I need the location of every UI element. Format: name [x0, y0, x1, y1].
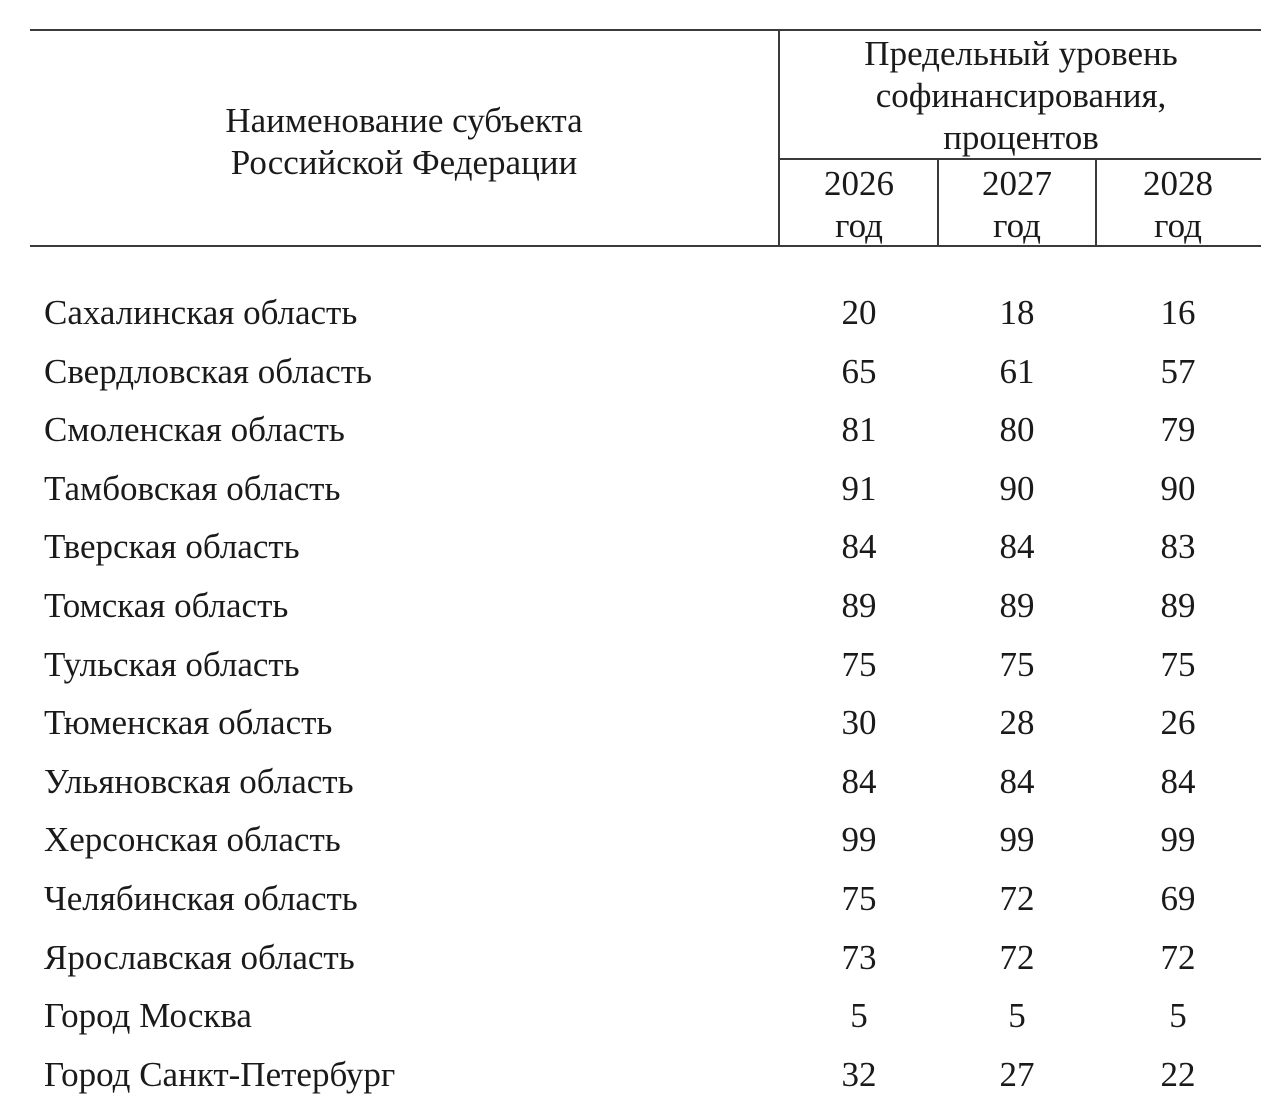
value-2028: 5 [1169, 996, 1187, 1036]
value-2028: 90 [1160, 468, 1196, 508]
value-2026: 91 [841, 468, 877, 508]
value-2027: 80 [999, 410, 1035, 450]
header-divider-subject [778, 30, 780, 246]
value-2028: 75 [1160, 644, 1196, 684]
value-2027: 27 [999, 1054, 1035, 1094]
value-2027: 90 [999, 468, 1035, 508]
region-name: Город Санкт-Петербург [44, 1054, 396, 1094]
table-row [0, 518, 1285, 577]
value-2026: 30 [841, 703, 877, 743]
value-2028: 69 [1160, 878, 1196, 918]
region-name: Томская область [44, 585, 289, 625]
value-2028: 57 [1160, 351, 1196, 391]
header-year-unit: год [993, 206, 1041, 245]
region-name: Ярославская область [44, 937, 355, 977]
value-2026: 32 [841, 1054, 877, 1094]
region-name: Тамбовская область [44, 468, 341, 508]
value-2028: 89 [1160, 585, 1196, 625]
value-2026: 75 [841, 878, 877, 918]
header-subject-line: Наименование субъекта [225, 101, 583, 140]
value-2028: 16 [1160, 293, 1196, 332]
header-group-line: софинансирования, [875, 76, 1167, 115]
header-subject [30, 100, 778, 184]
table-top-rule [30, 29, 1261, 31]
header-cofinancing-group [781, 33, 1261, 159]
region-name: Город Москва [44, 996, 252, 1036]
value-2027: 89 [999, 585, 1035, 625]
value-2026: 99 [841, 820, 877, 860]
value-2026: 84 [841, 527, 877, 567]
region-name: Тюменская область [44, 703, 333, 743]
value-2028: 72 [1160, 937, 1196, 977]
table-row [0, 636, 1285, 695]
value-2028: 84 [1160, 761, 1196, 801]
header-year-value: 2026 [824, 164, 894, 203]
value-2026: 5 [850, 996, 868, 1036]
value-2028: 79 [1160, 410, 1196, 450]
region-name: Свердловская область [44, 351, 372, 391]
table-row [0, 811, 1285, 870]
table-row [0, 401, 1285, 460]
table-row [0, 284, 1285, 343]
table-row [0, 577, 1285, 636]
value-2028: 26 [1160, 703, 1196, 743]
value-2026: 84 [841, 761, 877, 801]
table-row [0, 694, 1285, 753]
table-row [0, 343, 1285, 402]
table-row [0, 460, 1285, 519]
region-name: Тульская область [44, 644, 300, 684]
value-2026: 65 [841, 351, 877, 391]
region-name: Сахалинская область [44, 293, 358, 332]
value-2027: 72 [999, 937, 1035, 977]
value-2026: 73 [841, 937, 877, 977]
value-2027: 75 [999, 644, 1035, 684]
value-2027: 61 [999, 351, 1035, 391]
value-2027: 18 [999, 293, 1035, 332]
header-group-line: процентов [943, 118, 1099, 157]
header-year-value: 2027 [982, 164, 1052, 203]
region-name: Челябинская область [44, 878, 358, 918]
value-2028: 83 [1160, 527, 1196, 567]
header-year-2026 [781, 163, 937, 247]
table-body [0, 284, 1285, 1104]
region-name: Тверская область [44, 527, 300, 567]
value-2027: 28 [999, 703, 1035, 743]
value-2027: 84 [999, 761, 1035, 801]
value-2027: 5 [1008, 996, 1026, 1036]
region-name: Херсонская область [44, 820, 341, 860]
value-2026: 20 [841, 293, 877, 332]
header-year-2028 [1097, 163, 1259, 247]
value-2028: 22 [1160, 1054, 1196, 1094]
region-name: Смоленская область [44, 410, 345, 450]
table-row [0, 987, 1285, 1046]
header-year-unit: год [835, 206, 883, 245]
value-2027: 84 [999, 527, 1035, 567]
region-name: Ульяновская область [44, 761, 354, 801]
table-row [0, 929, 1285, 988]
value-2026: 75 [841, 644, 877, 684]
header-year-unit: год [1154, 206, 1202, 245]
header-group-line: Предельный уровень [864, 34, 1178, 73]
header-year-2027 [939, 163, 1095, 247]
header-year-value: 2028 [1143, 164, 1213, 203]
table-row [0, 753, 1285, 812]
value-2028: 99 [1160, 820, 1196, 860]
table-row [0, 870, 1285, 929]
value-2027: 99 [999, 820, 1035, 860]
header-subject-line: Российской Федерации [230, 143, 578, 182]
value-2026: 89 [841, 585, 877, 625]
value-2027: 72 [999, 878, 1035, 918]
value-2026: 81 [841, 410, 877, 450]
table-row [0, 1046, 1285, 1105]
